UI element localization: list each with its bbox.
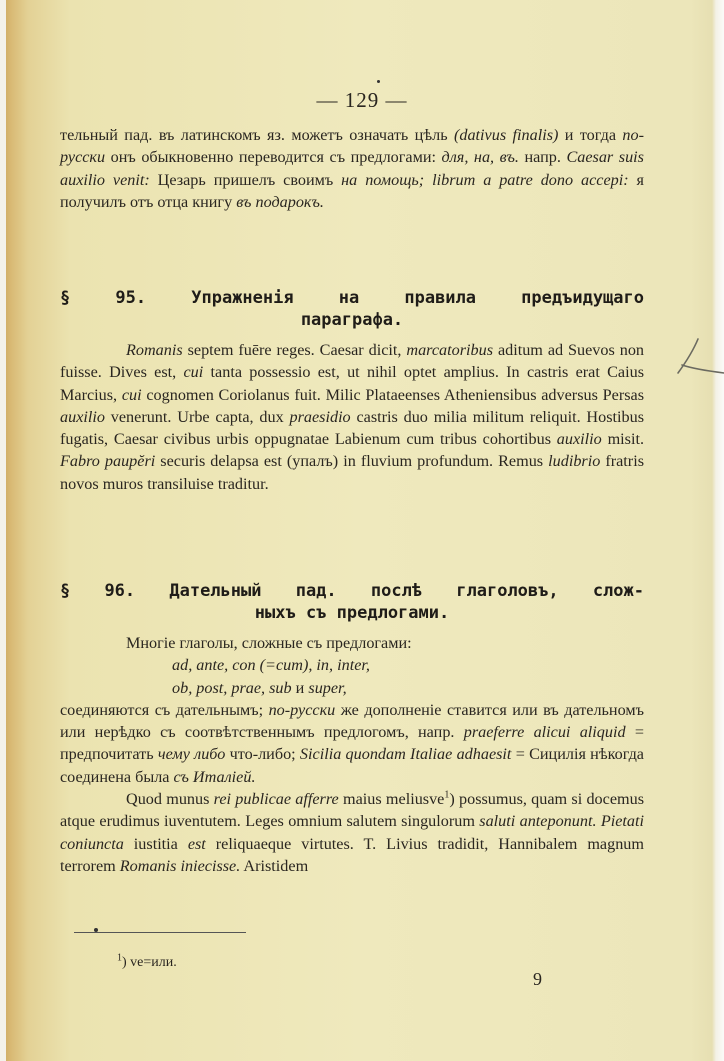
- heading-line: параграфа.: [300, 310, 404, 330]
- space: [424, 171, 432, 189]
- text-run: castris duo milia militum reliquit. Hostibus fugatis, Caesar civibus urbis oppugnatae Labienum cum tribus cohortibus: [60, 407, 644, 449]
- page-header: [0, 88, 724, 113]
- text-run: maius meliusve: [338, 790, 445, 809]
- text-run: онъ обыкновенно переводится съ предлогами:: [105, 148, 442, 167]
- text-run: и тогда: [558, 126, 623, 144]
- rule-intro: Многіе глаголы, сложные съ предлогами:: [126, 634, 412, 652]
- prepositions: ad, ante, con (=cum), in, inter,: [172, 656, 370, 675]
- text-run: misit.: [601, 430, 644, 449]
- text-run: securis delapsa est (упалъ) in fluvium profundum. Remus: [155, 452, 549, 471]
- rule-paragraph: [60, 699, 644, 788]
- heading-line: § 95. Упражненія на правила предъидущаго: [60, 288, 644, 308]
- italic-term: est: [187, 834, 206, 853]
- heading-line: ныхъ съ предлогами.: [254, 603, 450, 623]
- italic-term: marcatoribus: [406, 341, 494, 359]
- text-run: aditum ad Suevos non fuisse. Dives est,: [60, 341, 645, 382]
- text-run: соединяются съ дательнымъ;: [60, 700, 269, 719]
- footnote: [117, 952, 177, 971]
- text-run: Aristidem: [240, 856, 309, 875]
- prepositions: super,: [308, 678, 347, 697]
- prepositions-line-1: [60, 654, 644, 676]
- italic-term: auxilio: [556, 430, 602, 449]
- footnote-marker: 1: [117, 952, 122, 964]
- conjunction: и: [291, 678, 309, 697]
- russian-emphasis: по-русски: [60, 126, 644, 167]
- latin-term: (dativus finalis): [453, 126, 559, 144]
- italic-term: cui: [183, 363, 204, 382]
- latin-example: Caesar suis auxilio venit:: [60, 148, 644, 189]
- text-run: тельный пад. въ латинскомъ яз. можетъ означать цѣль: [60, 126, 454, 144]
- text-run: что-либо;: [225, 745, 300, 764]
- section-95-heading: [60, 287, 644, 331]
- footnote-ref: 1: [444, 789, 450, 801]
- section-96-heading: [60, 580, 644, 624]
- italic-term: rei publicae afferre: [213, 790, 339, 809]
- signature-mark: 9: [533, 969, 542, 989]
- russian-emphasis: въ подарокъ.: [236, 192, 324, 211]
- italic-term: съ Италіей.: [173, 767, 256, 786]
- text-run: же дополненіе ставится или въ дательномъ или нерѣдко съ соотвѣтственнымъ предлогомъ, напр.: [60, 700, 644, 742]
- russian-emphasis: на помощь;: [341, 170, 425, 189]
- text-run: Цезарь пришелъ своимъ: [149, 170, 342, 189]
- text-run: Quod munus: [126, 790, 214, 809]
- italic-term: Romanis iniecisse.: [119, 856, 241, 875]
- intro-paragraph: [60, 124, 644, 213]
- italic-term: чему либо: [157, 745, 226, 764]
- page-number: — 129 —: [316, 88, 408, 112]
- italic-term: Sicilia quondam Italiae adhaesit: [299, 745, 512, 764]
- heading-line: § 96. Дательный пад. послѣ глаголовъ, слож-: [60, 581, 644, 601]
- text-run: я получилъ отъ отца книгу: [60, 170, 645, 211]
- text-run: fratris novos muros transiluise traditur.: [60, 452, 644, 493]
- footnote-rule: [74, 932, 246, 933]
- text-run: напр.: [518, 148, 567, 167]
- italic-term: saluti anteponunt. Pietati coniuncta: [60, 812, 644, 853]
- italic-term: Fabro paupĕri: [60, 452, 156, 471]
- text-run: ) possumus, quam si docemus atque erudimus iuventutem. Leges omnium salutem singulorum: [60, 790, 644, 831]
- italic-term: по-русски: [268, 700, 336, 719]
- text-run: tanta possessio est, ut nihil optet amplius. In castris erat Caius Marcius,: [60, 363, 645, 404]
- text-run: = Сицилія нѣкогда соединена была: [60, 745, 644, 786]
- footnote-text: ) ve=или.: [122, 955, 177, 970]
- prepositions: ob, post, prae, sub: [172, 678, 292, 697]
- text-run: venerunt. Urbe capta, dux: [104, 407, 290, 426]
- exercise-paragraph: [60, 339, 644, 495]
- text-run: reliquaeque virtutes. T. Livius tradidit, Hannibalem magnum terrorem: [60, 834, 644, 875]
- section-96-rule: [60, 632, 644, 877]
- italic-term: auxilio: [60, 407, 105, 426]
- section-95-exercise: [60, 339, 644, 495]
- latin-example: librum a patre dono accepi:: [432, 170, 629, 189]
- text-run: iustitia: [123, 834, 188, 853]
- italic-term: cui: [121, 385, 142, 404]
- italic-term: praeferre alicui aliquid: [463, 723, 626, 742]
- text-run: = предпочитать: [60, 723, 644, 764]
- text-run: septem fuēre reges. Caesar dicit,: [182, 341, 407, 359]
- italic-term: praesidio: [289, 407, 351, 426]
- ink-dot: [377, 80, 380, 83]
- prepositions: для, на, въ.: [441, 148, 519, 167]
- pencil-check-icon: [676, 336, 724, 384]
- text-run: cognomen Coriolanus fuit. Milic Plataeenses Atheniensibus adversus Persas: [141, 385, 644, 404]
- prepositions-line-2: [60, 677, 644, 699]
- italic-term: ludibrio: [548, 452, 601, 471]
- exercise-paragraph: [60, 788, 644, 877]
- italic-term: Romanis: [126, 341, 183, 359]
